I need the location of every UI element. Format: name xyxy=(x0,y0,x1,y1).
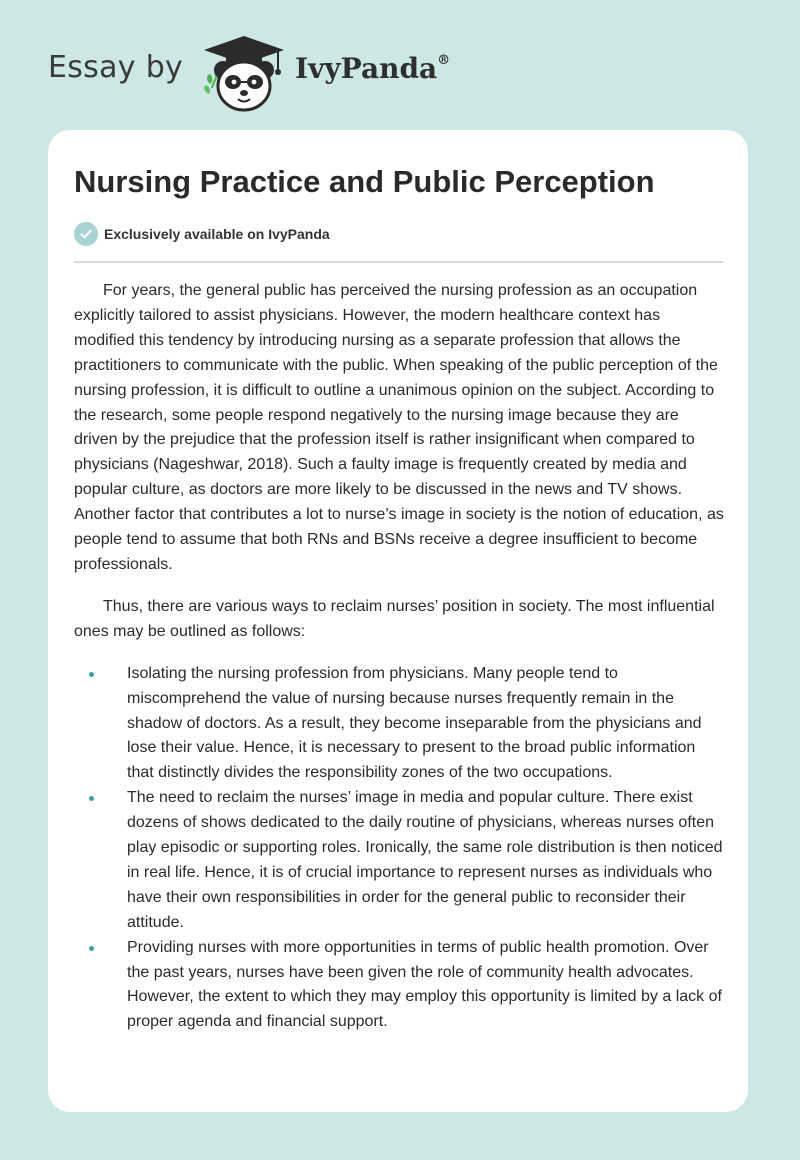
panda-graduate-icon xyxy=(196,30,292,114)
exclusive-badge xyxy=(74,222,330,246)
list-item xyxy=(74,662,724,787)
paragraph-intro: For years, the general public has perceived the nursing profession as an occupation explicitly tailored to assist physicians. However, the modern healthcare context has modified this tendency by introducing nursing as a separate profession that allows the practitioners to communicate with the public. When speaking of the public perception of the nursing profession, it is difficult to outline a unanimous opinion on the subject. According to the research, some people respond negatively to the nursing image because they are driven by the prejudice that the profession itself is rather insignificant when compared to physicians (Nageshwar, 2018). Such a faulty image is frequently created by media and popular culture, as doctors are more likely to be discussed in the news and TV shows. Another factor that contributes a lot to nurse’s image in society is the notion of education, as people tend to assume that both RNs and BSNs receive a degree insufficient to become professionals. xyxy=(74,282,724,573)
list-item xyxy=(74,786,724,935)
exclusive-badge-text: Exclusively available on IvyPanda xyxy=(104,226,330,242)
bullet-dot-icon xyxy=(89,796,94,801)
bullet-dot-icon xyxy=(89,672,94,677)
bullet-dot-icon xyxy=(89,946,94,951)
list-item-text: The need to reclaim the nurses’ image in media and popular culture. There exist dozens of shows dedicated to the daily routine of physicians, whereas nurses often play episodic or supporting roles. Ironically, the same role distribution is then noticed in real life. Hence, it is of crucial importance to represent nurses as individuals who have their own responsibilities in order for the general public to reconsider their attitude. xyxy=(127,789,723,931)
list-item-text: Isolating the nursing profession from physicians. Many people tend to miscomprehend the value of nursing because nurses frequently remain in the shadow of doctors. As a result, they become inseparable from the physicians and lose their value. Hence, it is necessary to present to the broad public information that distinctly divides the responsibility zones of the two occupations. xyxy=(127,664,702,782)
check-icon xyxy=(74,222,98,246)
bullet-list xyxy=(74,662,724,1036)
page-title: Nursing Practice and Public Perception xyxy=(74,164,655,199)
brand-name: IvyPanda xyxy=(295,52,438,85)
title-divider xyxy=(74,261,723,263)
list-item xyxy=(74,936,724,1036)
essay-card xyxy=(48,130,748,1112)
site-header xyxy=(0,0,800,130)
essay-body xyxy=(74,279,724,1035)
registered-mark: ® xyxy=(437,52,451,68)
paragraph-lead-in: Thus, there are various ways to reclaim nurses’ position in society. The most influential ones may be outlined as follows: xyxy=(74,597,715,640)
essay-by-label: Essay by xyxy=(48,50,184,85)
list-item-text: Providing nurses with more opportunities in terms of public health promotion. Over the past years, nurses have been given the role of community health advocates. However, the extent to which they may employ this opportunity is limited by a lack of proper agenda and financial support. xyxy=(127,938,722,1031)
brand-logotype xyxy=(295,52,450,85)
